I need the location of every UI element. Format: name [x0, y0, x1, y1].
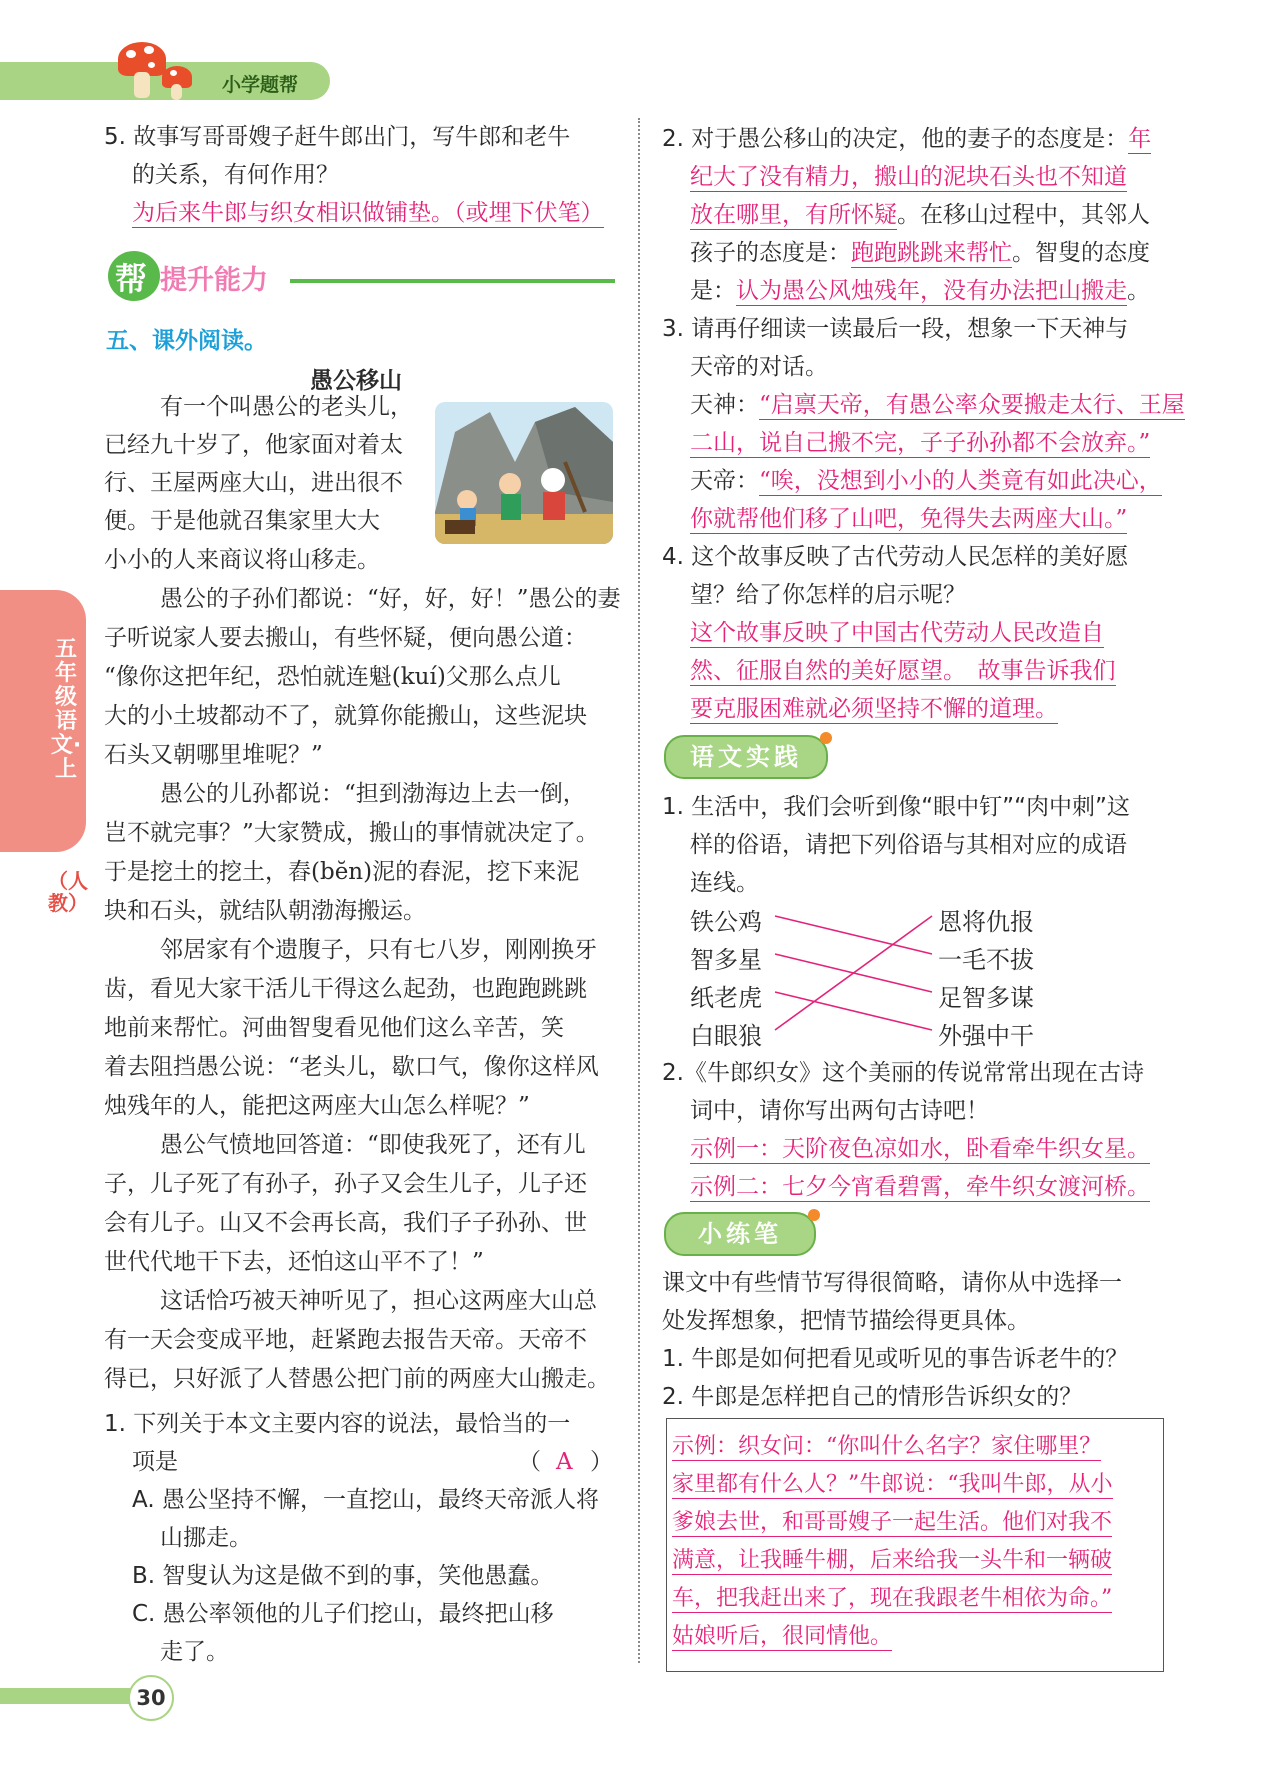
- match-left-item: 白眼狼: [690, 1022, 762, 1050]
- god-label: 天神：: [690, 392, 759, 418]
- edition-label: （人教）: [48, 869, 88, 915]
- story-line: 已经九十岁了，他家面对着太: [104, 432, 403, 458]
- q2-answer3: 放在哪里，有所怀疑: [690, 202, 897, 228]
- q2-answer4: 跑跑跳跳来帮忙: [851, 240, 1012, 266]
- q1-paren-close: ）: [590, 1449, 613, 1475]
- q2-text1: 2. 对于愚公移山的决定，他的妻子的态度是：: [662, 126, 1129, 152]
- q2-answer2: 纪大了没有精力，搬山的泥块石头也不知道: [690, 164, 1127, 190]
- match-left-item: 铁公鸡: [690, 908, 762, 936]
- god-answer2: 二山，说自己搬不完，子子孙孙都不会放弃。”: [690, 430, 1151, 456]
- story-line: 着去阻挡愚公说：“老头儿，歇口气，像你这样风: [104, 1054, 599, 1080]
- story-line: 石头又朝哪里堆呢？”: [104, 742, 323, 768]
- story-line: 有一天会变成平地，赶紧跑去报告天帝。天帝不: [104, 1327, 587, 1353]
- banner-line: [290, 279, 615, 283]
- story-line: 烛残年的人，能把这两座大山怎么样呢？”: [104, 1093, 530, 1119]
- story-line: 这话恰巧被天神听见了，担心这两座大山总: [160, 1288, 597, 1314]
- mushroom-icon: [118, 42, 208, 104]
- q4-answer2: 然、征服自然的美好愿望。 故事告诉我们: [690, 658, 1116, 684]
- story-line: 得已，只好派了人替愚公把门前的两座大山搬走。: [104, 1366, 610, 1392]
- q1-option-a: A. 愚公坚持不懈，一直挖山，最终天帝派人将: [132, 1487, 599, 1513]
- story-line: 于是挖土的挖土，舂(bĕn)泥的舂泥，挖下来泥: [104, 859, 580, 885]
- god-answer1: “启禀天帝，有愚公率众要搬走太行、王屋: [759, 392, 1185, 418]
- emperor-answer1: “唉，没想到小小的人类竟有如此决心，: [759, 468, 1162, 494]
- q1-option-b: B. 智叟认为这是做不到的事，笑他愚蠢。: [132, 1563, 554, 1589]
- story-line: 子听说家人要去搬山，有些怀疑，便向愚公道：: [104, 625, 587, 651]
- answer-box-line: 爹娘去世，和哥哥嫂子一起生活。他们对我不: [672, 1510, 1113, 1535]
- story-line: 有一个叫愚公的老头儿，: [160, 394, 413, 420]
- q1-option-a-cont: 山挪走。: [160, 1525, 252, 1551]
- q2-text6: 。: [1127, 278, 1150, 304]
- q1-option-c: C. 愚公率领他的儿子们挖山，最终把山移: [132, 1601, 554, 1627]
- q4-answer3: 要克服困难就必须坚持不懈的道理。: [690, 696, 1058, 722]
- story-line: 岂不就完事？”大家赞成，搬山的事情就决定了。: [104, 820, 599, 846]
- banner-icon-char: 帮: [115, 260, 148, 298]
- story-title: 愚公移山: [310, 368, 402, 394]
- story-line: 小小的人来商议将山移走。: [104, 547, 380, 573]
- grade-label: 五年级语文·上: [50, 637, 82, 782]
- story-line: 子，儿子死了有孙子，孙子又会生儿子，儿子还: [104, 1171, 587, 1197]
- writing-q1: 1. 牛郎是如何把看见或听见的事告诉老牛的？: [662, 1346, 1129, 1372]
- q4-line1: 4. 这个故事反映了古代劳动人民怎样的美好愿: [662, 544, 1129, 570]
- header-title: 小学题帮: [222, 74, 299, 96]
- writing-q2: 2. 牛郎是怎样把自己的情形告诉织女的？: [662, 1384, 1083, 1410]
- column-divider: [638, 118, 640, 1663]
- q1-line2: 项是: [132, 1449, 178, 1475]
- emperor-answer2: 你就帮他们移了山吧，免得失去两座大山。”: [690, 506, 1128, 532]
- p1-line2: 样的俗语，请把下列俗语与其相对应的成语: [690, 832, 1127, 858]
- q5-answer: 为后来牛郎与织女相识做铺垫。（或埋下伏笔）: [132, 200, 604, 226]
- answer-box-line: 姑娘听后，很同情他。: [672, 1624, 893, 1649]
- poem-example-2: 示例二：七夕今宵看碧霄，牵牛织女渡河桥。: [690, 1174, 1150, 1200]
- story-line: 会有儿子。山又不会再长高，我们子子孙孙、世: [104, 1210, 587, 1236]
- p2-line2: 词中，请你写出两句古诗吧！: [690, 1098, 989, 1124]
- q2-text2: 。在移山过程中，其邻人: [897, 202, 1150, 228]
- match-right-item: 恩将仇报: [938, 908, 1034, 936]
- p1-line1: 1. 生活中，我们会听到像“眼中钉”“肉中刺”这: [662, 794, 1130, 820]
- q5-line1: 5. 故事写哥哥嫂子赶牛郎出门，写牛郎和老牛: [104, 124, 571, 150]
- q5-line2: 的关系，有何作用？: [132, 162, 339, 188]
- story-line: 行、王屋两座大山，进出很不: [104, 470, 403, 496]
- story-line: 邻居家有个遗腹子，只有七八岁，刚刚换牙: [160, 937, 597, 963]
- q1-option-c-cont: 走了。: [160, 1639, 229, 1665]
- page-number: 30: [128, 1675, 174, 1721]
- match-right-item: 外强中干: [938, 1022, 1034, 1050]
- poem-example-1: 示例一：天阶夜色凉如水，卧看牵牛织女星。: [690, 1136, 1150, 1162]
- story-line: 大的小土坡都动不了，就算你能搬山，这些泥块: [104, 703, 587, 729]
- story-line: 块和石头，就结队朝渤海搬运。: [104, 898, 426, 924]
- q3-line2: 天帝的对话。: [690, 354, 828, 380]
- matching-lines: [770, 900, 940, 1050]
- story-line: 愚公的儿孙都说：“担到渤海边上去一倒，: [160, 781, 586, 807]
- footer-bar: [0, 1688, 140, 1704]
- section-title: 五、课外阅读。: [106, 328, 267, 354]
- q1-paren-open: （: [518, 1449, 541, 1475]
- emperor-label: 天帝：: [690, 468, 759, 494]
- q2-answer1: 年: [1128, 126, 1152, 152]
- story-line: 愚公的子孙们都说：“好，好，好！”愚公的妻: [160, 586, 621, 612]
- match-right-item: 一毛不拔: [938, 946, 1034, 974]
- story-line: 齿，看见大家干活儿干得这么起劲，也跑跑跳跳: [104, 976, 587, 1002]
- answer-box-line: 家里都有什么人？”牛郎说：“我叫牛郎，从小: [672, 1472, 1113, 1497]
- match-right-item: 足智多谋: [938, 984, 1034, 1012]
- writing-line2: 处发挥想象，把情节描绘得更具体。: [662, 1308, 1030, 1334]
- section-banner-title: 提升能力: [160, 265, 268, 296]
- story-line: 世代代地干下去，还怕这山平不了！”: [104, 1249, 484, 1275]
- q2-answer5: 认为愚公风烛残年，没有办法把山搬走: [736, 278, 1127, 304]
- writing-label: 小练笔: [664, 1212, 816, 1256]
- q3-line1: 3. 请再仔细读一读最后一段，想象一下天神与: [662, 316, 1129, 342]
- story-illustration: [435, 402, 613, 544]
- q2-text5: 是：: [690, 278, 736, 304]
- story-line: 愚公气愤地回答道：“即使我死了，还有儿: [160, 1132, 586, 1158]
- star-icon: [820, 732, 832, 744]
- story-line: “像你这把年纪，恐怕就连魁(kuí)父那么点儿: [104, 664, 561, 690]
- answer-box-line: 示例：织女问：“你叫什么名字？家住哪里？: [672, 1434, 1102, 1459]
- p1-line3: 连线。: [690, 870, 759, 896]
- q2-text3: 孩子的态度是：: [690, 240, 851, 266]
- q1-answer: A: [556, 1449, 573, 1475]
- match-left-item: 纸老虎: [690, 984, 762, 1012]
- writing-line1: 课文中有些情节写得很简略，请你从中选择一: [662, 1270, 1122, 1296]
- match-left-item: 智多星: [690, 946, 762, 974]
- q1-line1: 1. 下列关于本文主要内容的说法，最恰当的一: [104, 1411, 571, 1437]
- practice-label: 语文实践: [664, 735, 828, 779]
- answer-box-line: 车，把我赶出来了，现在我跟老牛相依为命。”: [672, 1586, 1113, 1611]
- story-line: 地前来帮忙。河曲智叟看见他们这么辛苦，笑: [104, 1015, 564, 1041]
- star-icon: [808, 1209, 820, 1221]
- answer-box-line: 满意，让我睡牛棚，后来给我一头牛和一辆破: [672, 1548, 1113, 1573]
- story-line: 便。于是他就召集家里大大: [104, 508, 380, 534]
- p2-line1: 2.《牛郎织女》这个美丽的传说常常出现在古诗: [662, 1060, 1144, 1086]
- q2-text4: 。智叟的态度: [1012, 240, 1150, 266]
- q4-answer1: 这个故事反映了中国古代劳动人民改造自: [690, 620, 1104, 646]
- q4-line2: 望？给了你怎样的启示呢？: [690, 582, 966, 608]
